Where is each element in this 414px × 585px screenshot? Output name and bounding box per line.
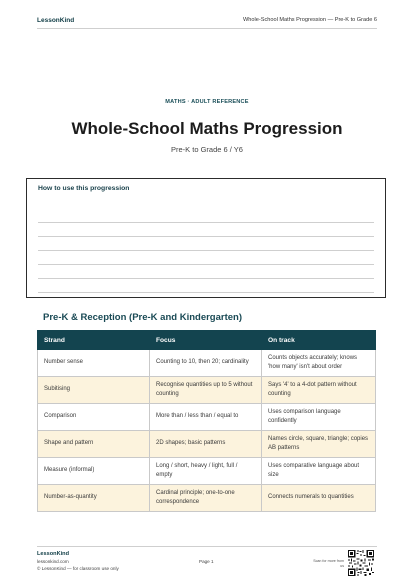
writing-line — [38, 236, 374, 237]
strand-cell: Number-as-quantity — [38, 485, 150, 512]
qr-code-icon — [348, 550, 374, 576]
page-title: Whole-School Maths Progression — [71, 119, 343, 138]
brand-logo: LessonKind — [37, 16, 75, 24]
table-row — [38, 404, 376, 431]
how-to-title: How to use this progression — [38, 185, 130, 192]
progression-table — [37, 330, 376, 512]
on-track-cell: Counts objects accurately; knows 'how many' isn't about order — [262, 350, 376, 377]
footer-site: lessonkind.com — [37, 559, 69, 564]
writing-line — [38, 222, 374, 223]
table-row — [38, 458, 376, 485]
on-track-cell: Connects numerals to quantities — [262, 485, 376, 512]
focus-cell: Counting to 10, then 20; cardinality — [150, 350, 262, 377]
strand-cell: Measure (informal) — [38, 458, 150, 485]
table-header-row — [38, 331, 376, 350]
column-header-focus: Focus — [150, 331, 262, 350]
focus-cell: 2D shapes; basic patterns — [150, 431, 262, 458]
focus-cell: Recognise quantities up to 5 without counting — [150, 377, 262, 404]
focus-cell: Long / short, heavy / light, full / empty — [150, 458, 262, 485]
strand-cell: Subitising — [38, 377, 150, 404]
table-row — [38, 377, 376, 404]
header-doc-title: Whole-School Maths Progression — Pre-K to Grade 6 — [243, 17, 377, 23]
writing-line — [38, 278, 374, 279]
section-heading: Pre-K & Reception (Pre-K and Kindergarten) — [43, 312, 242, 323]
strand-cell: Number sense — [38, 350, 150, 377]
header-divider — [37, 28, 377, 29]
page-number: Page 1 — [199, 559, 214, 564]
on-track-cell: Uses comparative language about size — [262, 458, 376, 485]
strand-cell: Shape and pattern — [38, 431, 150, 458]
on-track-cell: Says '4' to a 4-dot pattern without counting — [262, 377, 376, 404]
writing-line — [38, 250, 374, 251]
writing-line — [38, 292, 374, 293]
column-header-strand: Strand — [38, 331, 150, 350]
on-track-cell: Uses comparison language confidently — [262, 404, 376, 431]
qr-caption: Scan for more from us — [313, 559, 344, 568]
on-track-cell: Names circle, square, triangle; copies AB patterns — [262, 431, 376, 458]
column-header-on-track: On track — [262, 331, 376, 350]
table-row — [38, 431, 376, 458]
strand-cell: Comparison — [38, 404, 150, 431]
footer-copyright: © LessonKind — for classroom use only — [37, 566, 119, 571]
focus-cell: More than / less than / equal to — [150, 404, 262, 431]
table-row — [38, 485, 376, 512]
page-subtitle: Pre-K to Grade 6 / Y6 — [171, 145, 243, 154]
footer-brand: LessonKind — [37, 551, 70, 557]
how-to-box — [26, 178, 386, 298]
page-header — [37, 14, 377, 26]
focus-cell: Cardinal principle; one-to-one correspondence — [150, 485, 262, 512]
eyebrow-label: MATHS · ADULT REFERENCE — [165, 99, 249, 105]
writing-line — [38, 264, 374, 265]
table-row — [38, 350, 376, 377]
footer-divider — [37, 546, 377, 547]
